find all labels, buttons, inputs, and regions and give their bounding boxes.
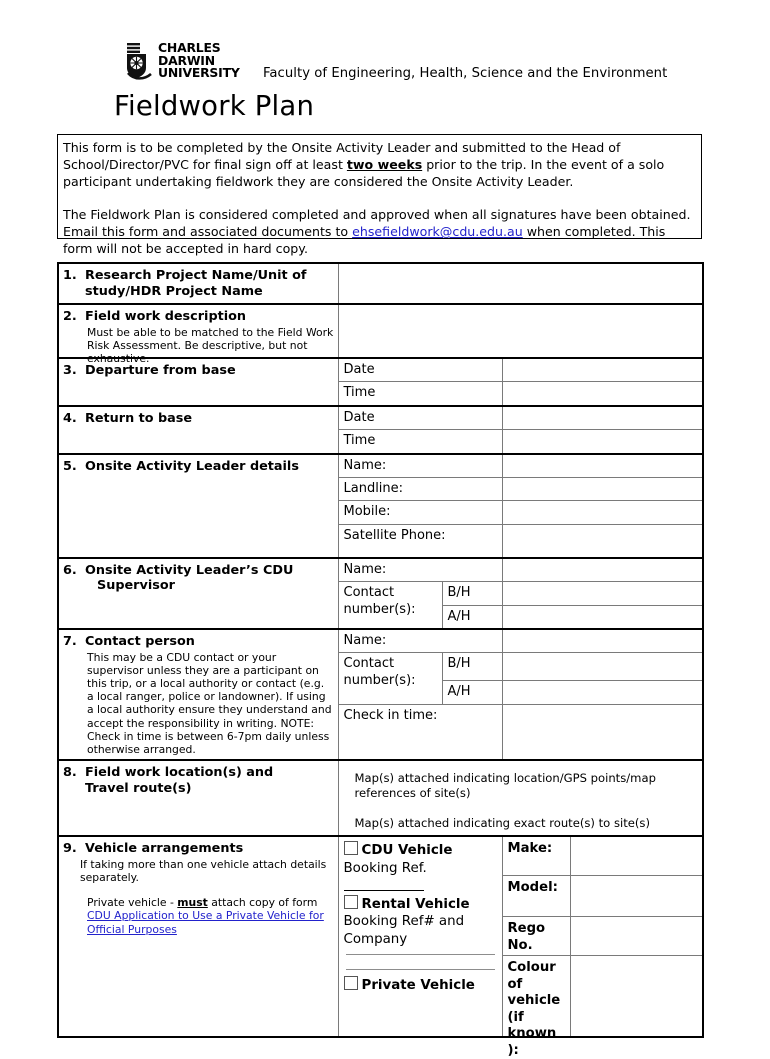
- row5-mobile-label-cell: [338, 501, 502, 524]
- row9-label-cell: [58, 836, 338, 1037]
- row8-number: 8.: [63, 765, 77, 781]
- row5-mobile-input-cell[interactable]: [502, 501, 703, 524]
- row8-label-text: Field work location(s) and Travel route(s): [85, 765, 274, 796]
- rental-vehicle-label: Rental Vehicle: [361, 896, 470, 912]
- booking-ref-company-label: Booking Ref# and Company: [343, 914, 465, 947]
- row6-ah-input-cell[interactable]: [502, 605, 703, 629]
- rego-label-cell: [502, 917, 570, 956]
- row7-name-label-cell: [338, 629, 502, 653]
- row9-number: 9.: [63, 841, 77, 857]
- row6-ah-label: A/H: [447, 608, 471, 624]
- private-vehicle-checkbox[interactable]: [344, 976, 358, 990]
- make-input-cell[interactable]: [570, 836, 703, 876]
- row6-bh-label: B/H: [447, 585, 471, 601]
- row5-label-text: Onsite Activity Leader details: [85, 458, 299, 474]
- row9-sub-note-2: [63, 884, 334, 936]
- row7-checkin-input-cell[interactable]: [502, 704, 703, 760]
- email-link[interactable]: ehsefieldwork@cdu.edu.au: [352, 224, 523, 240]
- row4-date-label: Date: [343, 409, 375, 425]
- row6-label: [59, 559, 338, 597]
- cdu-logo: [126, 42, 248, 82]
- row9-vehicle-type-cell: [338, 836, 502, 1037]
- row7-bh-label: B/H: [447, 656, 471, 672]
- row2-sub-note: Must be able to be matched to the Field Work Risk Assessment. Be descriptive, but not exhaustive.: [87, 325, 334, 365]
- row5-satellite-label-cell: [338, 524, 502, 558]
- intro-p2-text-b: when completed. This form will not be accepted in hard copy.: [63, 224, 666, 257]
- logo-line-charles: CHARLES: [158, 40, 221, 55]
- table-row-9a: [58, 836, 703, 876]
- rental-vehicle-checkbox[interactable]: [344, 895, 358, 909]
- row9-label: [59, 837, 338, 1014]
- private-vehicle-label: Private Vehicle: [361, 978, 475, 994]
- table-row-1: [58, 263, 703, 304]
- page-title: Fieldwork Plan: [114, 90, 315, 122]
- row7-sub-note: This may be a CDU contact or your supervisor unless they are a participant on this trip, or a local authority or contact (e.g. a local ranger, police or landowner). If using a local authority ensure they understand and accept the responsibility in writing. NOTE: Check in time is between 6-7pm daily unless otherwise arranged.: [87, 650, 332, 756]
- row3-time-label: Time: [343, 385, 376, 401]
- row6-label-cell: [58, 558, 338, 629]
- row9-sub-note-1: If taking more than one vehicle attach details separately.: [80, 857, 327, 884]
- page-header: [126, 40, 726, 86]
- colour-label-cell: [502, 956, 570, 1058]
- map-note-spacer: [355, 801, 699, 816]
- table-row-8: [58, 760, 703, 836]
- row6-ah-label-cell: [442, 605, 502, 629]
- colour-input-cell[interactable]: [570, 956, 703, 1038]
- row5-landline-input-cell[interactable]: [502, 478, 703, 501]
- row7-checkin-label-cell: [338, 704, 502, 760]
- vehicle-options: [339, 837, 502, 999]
- row6-bh-label-cell: [442, 582, 502, 605]
- row3-label: [59, 359, 338, 382]
- make-label: Make:: [507, 841, 553, 857]
- row2-label: [59, 305, 338, 365]
- intro-p1-text-a: This form is to be completed by the Onsite Activity Leader and submitted to the Head of School/Director/PVC for final sign off at least: [63, 140, 621, 173]
- row4-label-text: Return to base: [85, 410, 193, 426]
- row5-label-cell: [58, 454, 338, 558]
- model-label: Model:: [507, 880, 558, 896]
- booking-ref-line[interactable]: [344, 860, 497, 895]
- logo-line-darwin: DARWIN: [158, 52, 215, 68]
- row7-ah-label-cell: [442, 681, 502, 704]
- intro-p1-text-b: prior to the trip. In the event of a solo participant undertaking fieldwork they are considered the Onsite Activity Leader.: [63, 157, 665, 190]
- row3-label-text: Departure from base: [85, 363, 236, 378]
- row5-name-label-cell: [338, 454, 502, 478]
- row7-label-cell: [58, 629, 338, 760]
- row6-contact-label: Contact number(s):: [343, 585, 416, 617]
- intro-p1-bold: two weeks: [346, 157, 423, 173]
- row5-landline-label: Landline:: [343, 481, 404, 497]
- row7-bh-input-cell[interactable]: [502, 653, 703, 681]
- table-row-5a: [58, 454, 703, 478]
- cdu-crest-icon: [126, 42, 160, 82]
- row7-contact-label-cell: [338, 653, 442, 704]
- row7-checkin-label: Check in time:: [343, 707, 438, 723]
- row5-name-input-cell[interactable]: [502, 454, 703, 478]
- rental-company-input-line[interactable]: [346, 954, 495, 955]
- row8-label-cell: [58, 760, 338, 836]
- booking-ref-input[interactable]: [344, 878, 424, 891]
- rental-company-input-line-2[interactable]: [346, 969, 495, 970]
- colour-label: Colour of vehicle (if known ):: [507, 960, 561, 1058]
- row3-time-input-cell[interactable]: [502, 382, 703, 406]
- row9-label-text: Vehicle arrangements: [85, 841, 244, 857]
- row5-landline-label-cell: [338, 478, 502, 501]
- row7-name-input-cell[interactable]: [502, 629, 703, 653]
- row8-maps-cell[interactable]: [338, 760, 703, 836]
- table-row-4a: [58, 406, 703, 430]
- logo-line-university: UNIVERSITY: [158, 65, 240, 81]
- row7-contact-label: Contact number(s):: [343, 656, 416, 688]
- intro-instructions-box: [57, 134, 702, 257]
- row9-sub2-a: Private vehicle -: [87, 896, 178, 910]
- row4-date-input-cell[interactable]: [502, 406, 703, 430]
- row2-label-text: Field work description: [85, 309, 247, 324]
- row4-number: 4.: [63, 410, 77, 426]
- row4-date-label-cell: [338, 406, 502, 430]
- model-label-cell: [502, 876, 570, 917]
- row6-name-label: Name:: [343, 561, 387, 577]
- cdu-vehicle-checkbox[interactable]: [344, 841, 358, 855]
- cdu-vehicle-label: CDU Vehicle: [361, 843, 453, 859]
- intro-paragraph-2: [63, 206, 695, 257]
- row5-satellite-input-cell[interactable]: [502, 524, 703, 558]
- table-row-3a: [58, 358, 703, 382]
- rego-label: Rego No.: [507, 921, 546, 953]
- intro-paragraph-1: [63, 139, 695, 190]
- booking-ref-label: Booking Ref.: [343, 860, 427, 876]
- row7-ah-input-cell[interactable]: [502, 681, 703, 704]
- row2-input-cell[interactable]: [338, 304, 703, 358]
- row7-name-label: Name:: [343, 633, 387, 649]
- table-row-2: [58, 304, 703, 358]
- row8-maps-block: [339, 761, 703, 835]
- row3-date-input-cell[interactable]: [502, 358, 703, 382]
- row1-label-text: Research Project Name/Unit of study/HDR Project Name: [85, 268, 307, 299]
- make-label-cell: [502, 836, 570, 876]
- cdu-vehicle-option[interactable]: [344, 841, 497, 860]
- row7-bh-label-cell: [442, 653, 502, 681]
- row2-number: 2.: [63, 309, 77, 324]
- row4-label: [59, 407, 338, 430]
- row6-contact-label-cell: [338, 582, 442, 629]
- fieldwork-plan-table: [57, 262, 704, 1058]
- row4-label-cell: [58, 406, 338, 454]
- row9-sub2-bold: must: [177, 896, 208, 910]
- row7-label: [59, 630, 338, 759]
- row3-date-label: Date: [343, 362, 375, 377]
- row5-label: [59, 455, 338, 478]
- row1-number: 1.: [63, 268, 77, 283]
- row8-label: [59, 761, 338, 834]
- row5-name-label: Name:: [343, 457, 387, 473]
- row6-label-text: Onsite Activity Leader’s CDU Supervisor: [85, 562, 294, 594]
- faculty-name: Faculty of Engineering, Health, Science and the Environment: [263, 66, 668, 81]
- row1-input-cell[interactable]: [338, 263, 703, 304]
- row3-label-cell: [58, 358, 338, 406]
- rego-input-cell[interactable]: [570, 917, 703, 956]
- row6-name-input-cell[interactable]: [502, 558, 703, 582]
- map-note-2: Map(s) attached indicating exact route(s) to site(s): [354, 816, 650, 831]
- private-vehicle-form-link[interactable]: CDU Application to Use a Private Vehicle for Official Purposes: [87, 909, 324, 936]
- row7-number: 7.: [63, 634, 77, 650]
- rental-vehicle-option[interactable]: [344, 895, 497, 914]
- row6-number: 6.: [63, 562, 77, 578]
- row4-time-input-cell[interactable]: [502, 430, 703, 454]
- cdu-logo-wordmark: [158, 42, 240, 80]
- row2-label-cell: [58, 304, 338, 365]
- row6-name-label-cell: [338, 558, 502, 582]
- row9-sub2-b: attach copy of form: [207, 896, 318, 910]
- row3-date-label-cell: [338, 358, 502, 382]
- row5-satellite-label: Satellite Phone:: [343, 527, 446, 543]
- table-row-6a: [58, 558, 703, 582]
- row5-mobile-label: Mobile:: [343, 504, 391, 520]
- row7-ah-label: A/H: [447, 684, 471, 700]
- row4-time-label-cell: [338, 430, 502, 454]
- row6-bh-input-cell[interactable]: [502, 582, 703, 605]
- row3-time-label-cell: [338, 382, 502, 406]
- row7-label-text: Contact person: [85, 634, 195, 650]
- model-input-cell[interactable]: [570, 876, 703, 917]
- table-row-7a: [58, 629, 703, 653]
- row5-number: 5.: [63, 458, 77, 474]
- row3-number: 3.: [63, 363, 77, 378]
- private-vehicle-option[interactable]: [344, 976, 497, 995]
- intro-p2-text-a: The Fieldwork Plan is considered completed and approved when all signatures have been obtained. Email this form and associated documents to: [63, 207, 691, 240]
- row1-label: [59, 264, 338, 303]
- row1-label-cell: [58, 263, 338, 304]
- row4-time-label: Time: [343, 433, 376, 449]
- map-note-1: Map(s) attached indicating location/GPS points/map references of site(s): [354, 771, 656, 801]
